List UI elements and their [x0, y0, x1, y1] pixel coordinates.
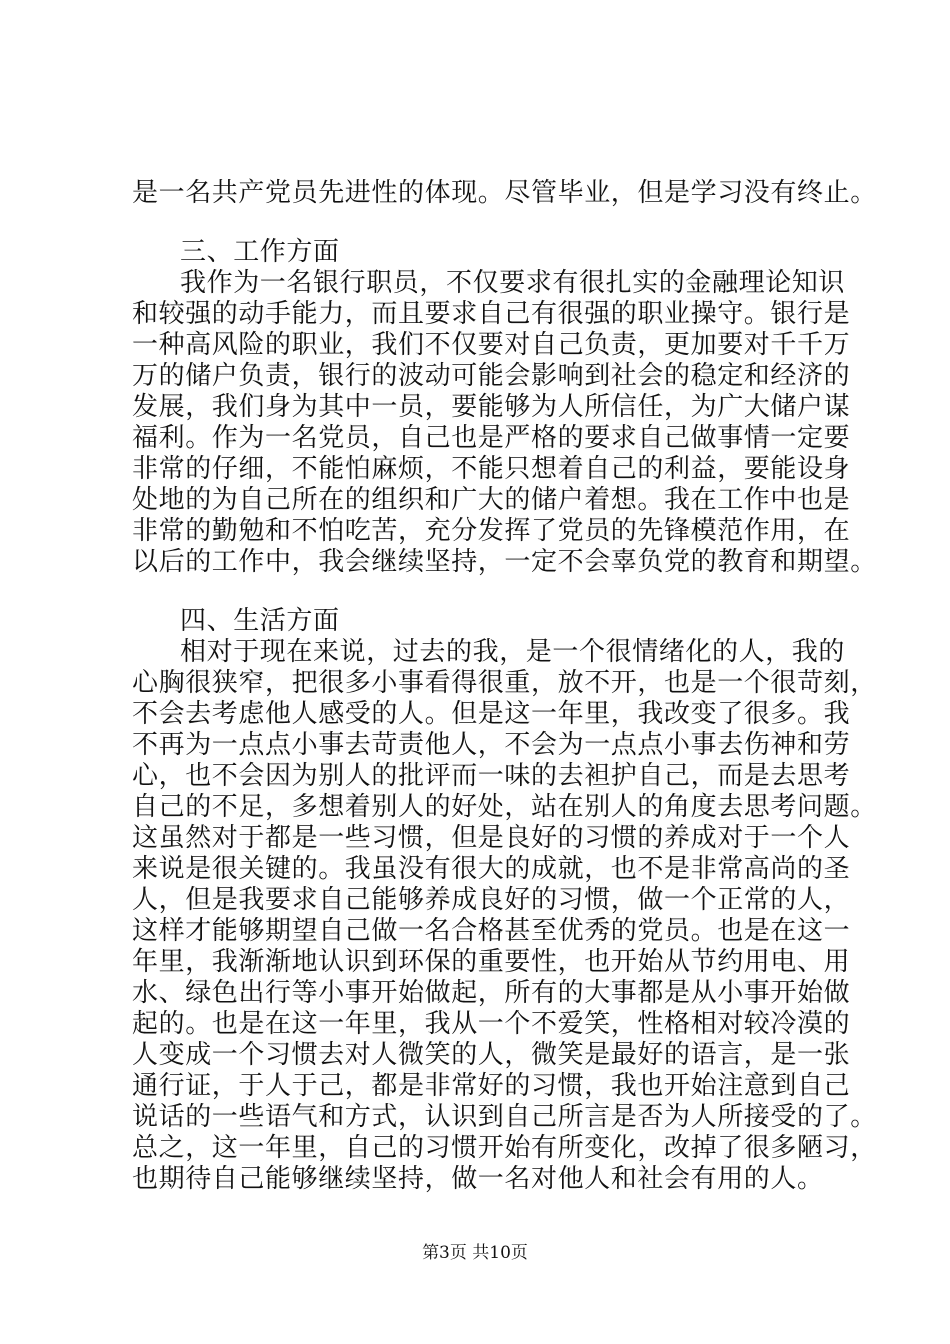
paragraph-line: 发展，我们身为其中一员，要能够为人所信任，为广大储户谋	[132, 392, 851, 422]
paragraph-line: 人，但是我要求自己能够养成良好的习惯，做一个正常的人，	[132, 885, 851, 915]
paragraph-line: 水、绿色出行等小事开始做起，所有的大事都是从小事开始做	[132, 978, 851, 1008]
paragraph-line: 来说是很关键的。我虽没有很大的成就，也不是非常高尚的圣	[132, 854, 851, 884]
paragraph-line: 是一名共产党员先进性的体现。尽管毕业，但是学习没有终止。	[132, 178, 877, 208]
paragraph-line: 不再为一点点小事去苛责他人，不会为一点点小事去伤神和劳	[132, 730, 851, 760]
paragraph-line: 一种高风险的职业，我们不仅要对自己负责，更加要对千千万	[132, 330, 851, 360]
paragraph-line: 心，也不会因为别人的批评而一味的去袒护自己，而是去思考	[132, 761, 851, 791]
paragraph-line: 万的储户负责，银行的波动可能会影响到社会的稳定和经济的	[132, 361, 851, 391]
paragraph-line: 以后的工作中，我会继续坚持，一定不会辜负党的教育和期望。	[132, 547, 877, 577]
paragraph-line: 不会去考虑他人感受的人。但是这一年里，我改变了很多。我	[132, 699, 851, 729]
paragraph-line: 通行证，于人于己，都是非常好的习惯，我也开始注意到自己	[132, 1071, 851, 1101]
paragraph-line: 和较强的动手能力，而且要求自己有很强的职业操守。银行是	[132, 299, 851, 329]
paragraph-line: 也期待自己能够继续坚持，做一名对他人和社会有用的人。	[132, 1164, 824, 1194]
section-heading-work: 三、工作方面	[180, 237, 340, 267]
section-heading-life: 四、生活方面	[180, 606, 340, 636]
paragraph-line: 心胸很狭窄，把很多小事看得很重，放不开，也是一个很苛刻，	[132, 668, 877, 698]
paragraph-line: 相对于现在来说，过去的我，是一个很情绪化的人，我的	[180, 637, 846, 667]
paragraph-line: 总之，这一年里，自己的习惯开始有所变化，改掉了很多陋习，	[132, 1133, 877, 1163]
paragraph-line: 这样才能够期望自己做一名合格甚至优秀的党员。也是在这一	[132, 916, 851, 946]
paragraph-line: 非常的仔细，不能怕麻烦，不能只想着自己的利益，要能设身	[132, 454, 851, 484]
paragraph-line: 年里，我渐渐地认识到环保的重要性，也开始从节约用电、用	[132, 947, 851, 977]
paragraph-line: 非常的勤勉和不怕吃苦，充分发挥了党员的先锋模范作用，在	[132, 516, 851, 546]
paragraph-line: 我作为一名银行职员，不仅要求有很扎实的金融理论知识	[180, 268, 846, 298]
paragraph-line: 人变成一个习惯去对人微笑的人，微笑是最好的语言，是一张	[132, 1040, 851, 1070]
paragraph-line: 自己的不足，多想着别人的好处，站在别人的角度去思考问题。	[132, 792, 877, 822]
paragraph-line: 说话的一些语气和方式，认识到自己所言是否为人所接受的了。	[132, 1102, 877, 1132]
paragraph-line: 起的。也是在这一年里，我从一个不爱笑，性格相对较冷漠的	[132, 1009, 851, 1039]
page-number-footer: 第3页 共10页	[422, 1243, 528, 1263]
paragraph-line: 处地的为自己所在的组织和广大的储户着想。我在工作中也是	[132, 485, 851, 515]
paragraph-line: 这虽然对于都是一些习惯，但是良好的习惯的养成对于一个人	[132, 823, 851, 853]
paragraph-line: 福利。作为一名党员，自己也是严格的要求自己做事情一定要	[132, 423, 851, 453]
